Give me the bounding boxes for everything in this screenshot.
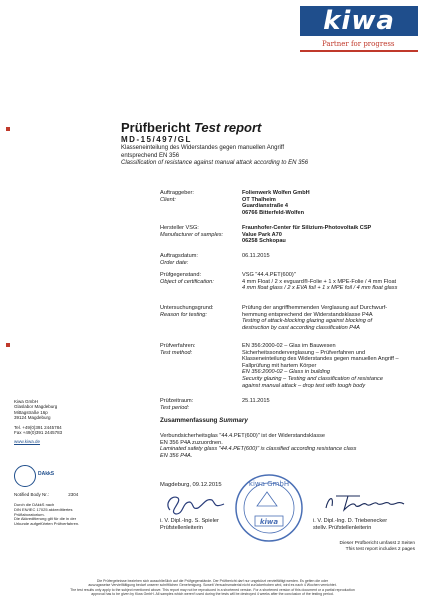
reason-de-1: Prüfung der angriffhemmenden Verglasung auf Durchwurf- bbox=[242, 305, 388, 311]
order-date-value: 06.11.2015 bbox=[242, 253, 270, 259]
period-label-de: Prüfzeitraum: bbox=[160, 398, 194, 404]
notified-number: 2304 bbox=[68, 492, 79, 497]
sidebar-address bbox=[14, 399, 104, 445]
left-signatory-name: i. V. Dipl.-Ing. S. Spieler bbox=[160, 518, 219, 524]
object-composition-de: 4 mm Float / 2 x evguard®-Folie + 1 x MPE-Folie / 4 mm Float bbox=[242, 278, 397, 285]
subtitle-en: Classification of resistance against manual attack according to EN 356 bbox=[121, 160, 309, 166]
method-de-1: EN 356:2000-02 – Glas im Bauwesen bbox=[242, 343, 336, 349]
reason-label-en: Reason for testing: bbox=[160, 311, 207, 318]
summary-de-2: EN 356 P4A zuzuordnen. bbox=[160, 439, 223, 446]
reason-label-de: Untersuchungsgrund: bbox=[160, 305, 214, 311]
order-date-label bbox=[160, 253, 240, 266]
dakks-circle-icon bbox=[14, 465, 36, 487]
footer-line-4: approval has to be given by Kiwa GmbH. All samples which weren't used during the tests will be destroyed 4 weeks after the conclusion of the testing period. bbox=[91, 591, 334, 596]
sidebar-fax: Fax +49(0)391 2445783 bbox=[14, 430, 63, 436]
subtitle-de-1: Klasseneinteilung des Widerstandes gegen manuellen Angriff bbox=[121, 145, 284, 151]
summary-en-1: Laminated safety glass "44.4.PET(600)" is classified according resistance class bbox=[160, 446, 357, 453]
method-de-4: Fallprüfung mit hartem Körper bbox=[242, 362, 317, 369]
footer-line-1: Die Prüfergebnisse beziehen sich ausschließlich auf die Prüfgegenstände. Der Prüfbericht darf nur ungekürzt vervielfältigt werden. Es gelten die oder bbox=[96, 579, 329, 583]
method-label bbox=[160, 343, 240, 356]
accr-line-4: Die Akkreditierung gilt für die in der bbox=[14, 516, 77, 522]
object-label-en: Object of certification: bbox=[160, 278, 214, 285]
margin-mark bbox=[6, 343, 10, 347]
client-value bbox=[242, 190, 412, 216]
subtitle-de-2: entsprechend EN 356 bbox=[121, 152, 180, 159]
reason-de-2: hemmung entsprechend der Widerstandsklasse P4A bbox=[242, 311, 373, 318]
object-composition-en: 4 mm float glass / 2 x EVA foil + 1 x MPE foil / 4 mm float glass bbox=[242, 285, 398, 292]
sidebar-street: Mittagstraße 16p bbox=[14, 409, 48, 415]
reason-value bbox=[242, 305, 412, 331]
manufacturer-label bbox=[160, 225, 240, 238]
client-street: Guardianstraße 4 bbox=[242, 203, 289, 210]
client-city: 06766 Bitterfeld-Wolfen bbox=[242, 209, 305, 216]
right-signatory-name: i. V. Dipl.-Ing. D. Triebenecker bbox=[313, 518, 388, 524]
subtitle bbox=[121, 145, 381, 168]
sidebar-notified bbox=[14, 492, 104, 497]
sidebar-lab: Glaslabor Magdeburg bbox=[14, 404, 58, 410]
stamp-text: kiwa GmbH bbox=[248, 480, 290, 488]
accr-line-5: Urkunde aufgeführten Prüfverfahren. bbox=[14, 521, 80, 527]
summary-en-2: EN 356 P4A. bbox=[160, 452, 193, 459]
order-label-de: Auftragsdatum: bbox=[160, 253, 198, 259]
reason-label bbox=[160, 305, 240, 318]
left-signatory bbox=[160, 518, 219, 531]
manufacturer-label-en: Manufacturer of samples: bbox=[160, 231, 224, 238]
logo-tagline: Partner for progress bbox=[322, 40, 395, 48]
method-de-3: Klasseneinteilung des Widerstandes gegen manuellen Angriff – bbox=[242, 356, 399, 363]
period-label-en: Test period: bbox=[160, 404, 190, 411]
client-label bbox=[160, 190, 240, 203]
summary-body bbox=[160, 433, 410, 459]
stamp-brand: kiwa bbox=[259, 518, 279, 526]
footer-line-2: auszugsweise Vervielfältigung bedarf unserer schriftlichen Genehmigung. Soweit Versuchsmaterial nicht zurückerhoben wird, wird es nach 4 Wochen vernichtet. bbox=[88, 583, 337, 588]
object-product: VSG "44.4.PET(600)" bbox=[242, 272, 296, 278]
title-en: Test report bbox=[193, 120, 262, 135]
reason-en-2: destruction by cast according classification P4A bbox=[242, 324, 360, 331]
object-label bbox=[160, 272, 240, 285]
method-label-en: Test method: bbox=[160, 349, 193, 356]
summary-title-de: Zusammenfassung bbox=[160, 417, 218, 424]
dakks-logo bbox=[14, 465, 64, 487]
summary-title-en: Summary bbox=[219, 417, 248, 424]
left-signature-image bbox=[162, 490, 232, 518]
manufacturer-value bbox=[242, 225, 412, 245]
method-en-2: Security glazing – Testing and classification of resistance bbox=[242, 375, 383, 382]
footer-line-3: The test results only apply to the subject mentioned above. This report may not be reproduced in a shortened version. For a shortened version of this document or a partial reproduction bbox=[70, 587, 355, 592]
object-label-de: Prüfgegenstand: bbox=[160, 272, 202, 278]
right-signature-image bbox=[320, 488, 410, 516]
page-count-note bbox=[330, 541, 415, 553]
accr-line-2: DIN EN/IEC 17025 akkreditiertes bbox=[14, 506, 73, 512]
right-signatory bbox=[313, 518, 387, 531]
order-label-en: Order date: bbox=[160, 259, 189, 266]
footer-disclaimer bbox=[10, 579, 415, 596]
manufacturer-name: Fraunhofer-Center für Silizium-Photovoltaik CSP bbox=[242, 225, 372, 231]
title-de: Prüfbericht bbox=[121, 120, 191, 135]
object-value bbox=[242, 272, 412, 292]
page-title bbox=[121, 120, 261, 135]
sidebar-website-link[interactable]: www.kiwa.de bbox=[14, 439, 41, 445]
logo-divider bbox=[300, 50, 418, 52]
method-de-2: Sicherheitssonderverglasung – Prüfverfahren und bbox=[242, 349, 366, 356]
kiwa-seal-stamp bbox=[233, 472, 305, 544]
client-name: Folienwerk Wolfen GmbH bbox=[242, 190, 310, 196]
sidebar-city: 39124 Magdeburg bbox=[14, 415, 51, 421]
sidebar-tel: Tel. +49(0)391 2445784 bbox=[14, 424, 62, 430]
period-label bbox=[160, 398, 240, 411]
left-signatory-role: Prüfstellenleiterin bbox=[160, 524, 203, 531]
method-en-3: against manual attack – drop test with tough body bbox=[242, 382, 366, 389]
document-number: MD-15/497/GL bbox=[121, 135, 192, 144]
kiwa-logo bbox=[300, 6, 418, 54]
method-en-1: EN 356:2000-02 – Glass in building bbox=[242, 369, 331, 376]
method-value bbox=[242, 343, 412, 389]
client-label-de: Auftraggeber: bbox=[160, 190, 194, 196]
place-date: Magdeburg, 09.12.2015 bbox=[160, 482, 222, 488]
manufacturer-label-de: Hersteller VSG: bbox=[160, 225, 199, 231]
accr-line-1: Durch die DAkkS nach bbox=[14, 502, 55, 507]
summary-de-1: Verbundsicherheitsglas "44.4.PET(600)" ist der Widerstandsklasse bbox=[160, 433, 326, 439]
sidebar-accreditation bbox=[14, 503, 104, 527]
dakks-text: DAkkS bbox=[38, 471, 55, 477]
notified-label: Notified Body Nr.: bbox=[14, 492, 50, 497]
client-label-en: Client: bbox=[160, 196, 176, 203]
right-signatory-role: stellv. Prüfstellenleiterin bbox=[313, 524, 372, 531]
manufacturer-city: 06258 Schkopau bbox=[242, 238, 286, 245]
manufacturer-street: Value Park A70 bbox=[242, 231, 282, 238]
accr-line-3: Prüflaboratorium. bbox=[14, 511, 45, 517]
margin-mark bbox=[6, 127, 10, 131]
page-count-en: This test report includes 2 pages bbox=[345, 546, 415, 552]
sidebar-company: Kiwa GmbH bbox=[14, 399, 39, 404]
summary-title bbox=[160, 417, 248, 424]
period-value: 25.11.2015 bbox=[242, 398, 270, 404]
method-label-de: Prüfverfahren: bbox=[160, 343, 196, 349]
page-count-de: Dieser Prüfbericht umfasst 2 Seiten bbox=[339, 541, 415, 546]
client-district: OT Thalheim bbox=[242, 196, 276, 203]
logo-brand: kiwa bbox=[300, 6, 418, 36]
reason-en-1: Testing of attack-blocking glazing against blocking of bbox=[242, 318, 373, 325]
